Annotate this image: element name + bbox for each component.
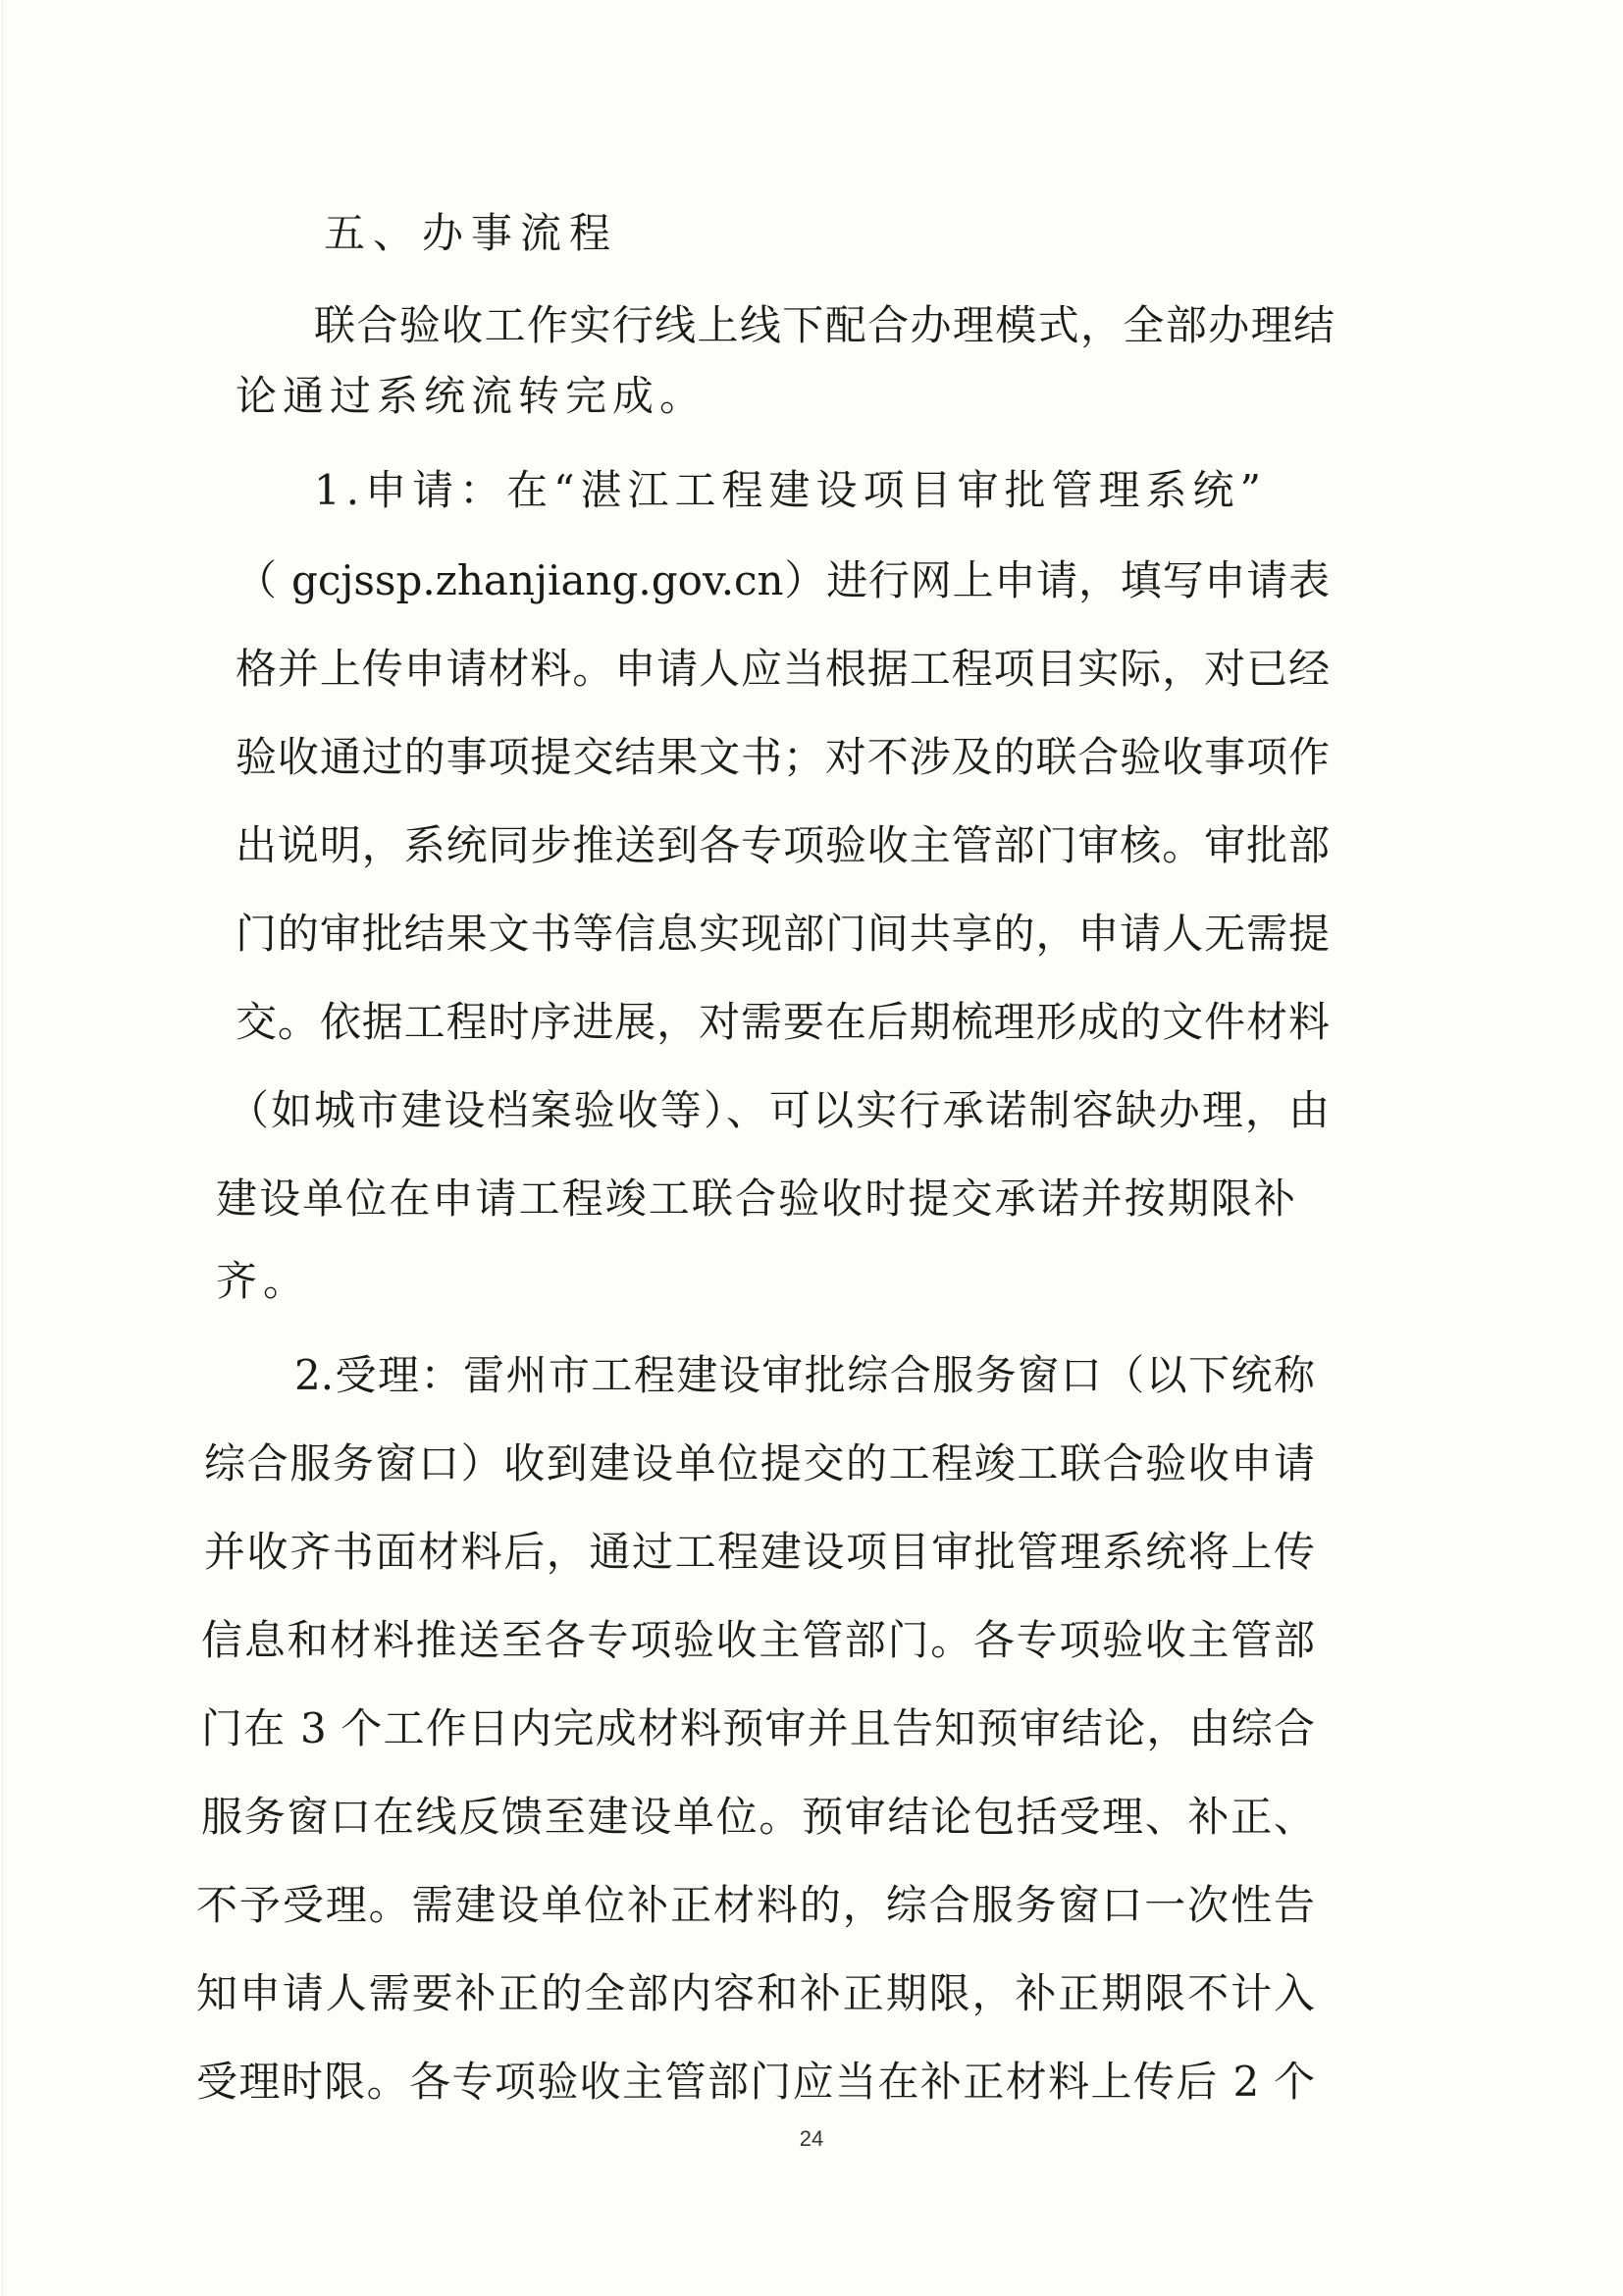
text-line: 联合验收工作实行线上线下配合办理模式，全部办理结 [314,301,1335,349]
text-line: 受理时限。各专项验收主管部门应当在补正材料上传后 2 个 [196,2058,1315,2106]
section-heading: 五、办事流程 [324,209,619,257]
text-line: 门的审批结果文书等信息实现部门间共享的，申请人无需提 [236,910,1330,958]
text-line: 论通过系统流转完成。 [236,372,707,420]
text-line: 不予受理。需建设单位补正材料的，综合服务窗口一次性告 [196,1881,1315,1929]
text-line: （ gcjssp.zhanjiang.gov.cn）进行网上申请，填写申请表 [236,556,1330,604]
text-line: 交。依据工程时序进展，对需要在后期梳理形成的文件材料 [236,998,1330,1046]
text-line: 并收齐书面材料后，通过工程建设项目审批管理系统将上传 [204,1528,1315,1576]
text-line: 综合服务窗口）收到建设单位提交的工程竣工联合验收申请 [204,1439,1315,1487]
page-number: 24 [799,2126,824,2151]
scan-edge [2,0,3,2296]
text-line: 信息和材料推送至各专项验收主管部门。各专项验收主管部 [201,1616,1315,1664]
text-line: 齐。 [216,1257,311,1305]
text-line: 知申请人需要补正的全部内容和补正期限，补正期限不计入 [196,1969,1315,2017]
text-line: （如城市建设档案验收等）、可以实行承诺制容缺办理，由 [228,1086,1330,1134]
text-line: 建设单位在申请工程竣工联合验收时提交承诺并按期限补 [216,1174,1295,1223]
text-line: 门在 3 个工作日内完成材料预审并且告知预审结论，由综合 [201,1704,1315,1752]
text-line: 2.受理：雷州市工程建设审批综合服务窗口（以下统称 [294,1351,1315,1399]
text-line: 服务窗口在线反馈至建设单位。预审结论包括受理、补正、 [201,1793,1315,1841]
text-line: 出说明，系统同步推送到各专项验收主管部门审核。审批部 [236,821,1330,869]
text-line: 1.申请：在“湛江工程建设项目审批管理系统” [314,466,1268,514]
text-line: 格并上传申请材料。申请人应当根据工程项目实际，对已经 [236,645,1330,693]
text-line: 验收通过的事项提交结果文书；对不涉及的联合验收事项作 [236,733,1330,781]
